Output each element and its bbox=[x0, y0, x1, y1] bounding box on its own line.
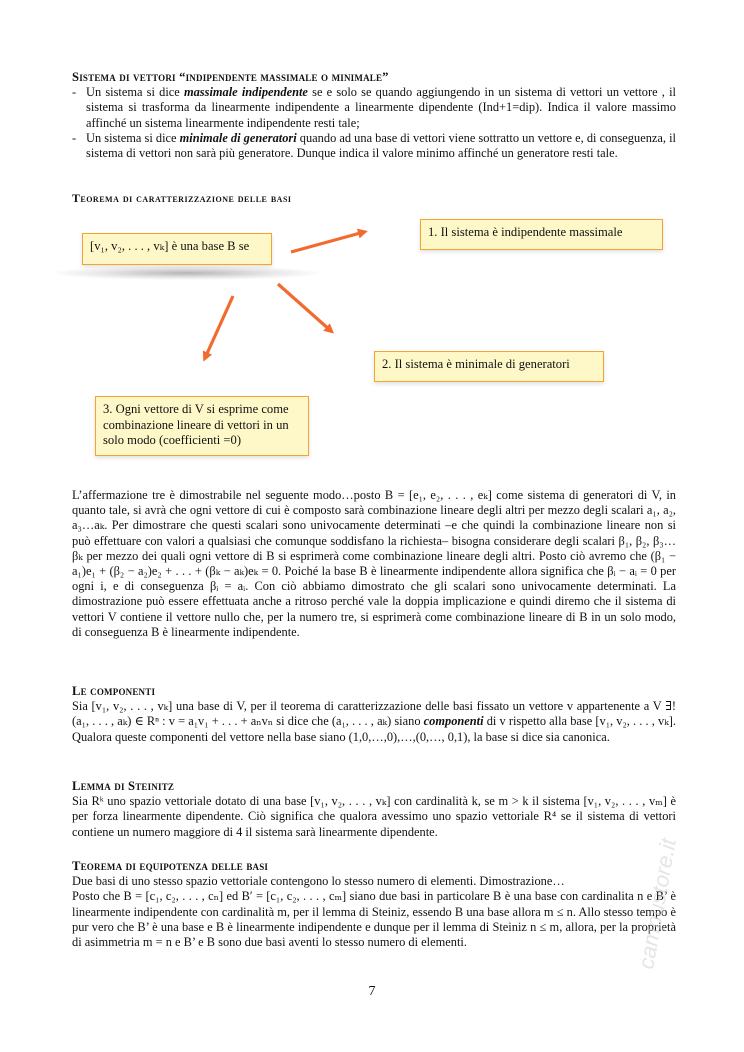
page-number: 7 bbox=[368, 984, 376, 999]
condition-box-2: 2. Il sistema è minimale di generatori bbox=[374, 351, 604, 382]
section-steinitz: Lemma di Steinitz Sia Rᵏ uno spazio vettoriale dotato di una base [v₁, v₂, . . . , vₖ] con cardinalità k, se m > k il sistema [v₁, v₂, . . . , vₘ] è per forza linearmente dipendente. Ciò significa che qualora avessimo uno spazio vettoriale R⁴ se il sistema di vettori contiene un numero maggiore di 4 il sistema sarà linearmente dipendente. bbox=[72, 779, 676, 839]
section-title: Teorema di caratterizzazione delle basi bbox=[72, 191, 292, 205]
list-item: - Un sistema si dice massimale indipendente se e solo se quando aggiungendo in un sistema di vettori un vettore , il sistema si trasforma da linearmente indipendente a linearmente dipendente (Ind+1=dip). Indica il valore massimo affinché un sistema linearmente indipendente resti tale; bbox=[72, 85, 676, 131]
section-equipotenza: Teorema di equipotenza delle basi Due basi di uno stesso spazio vettoriale contengono lo stesso numero di elementi. Dimostrazione… Posto che B = [c₁, c₂, . . . , cₙ] ed B′ = [c₁, c₂, . . . , cₘ] siano due basi in particolare B è una base con cardinalita n e B’ è linearmente indipendente con cardinalità m, per il lemma di Steiniz, essendo B una base allora m ≤ n. Allo stesso tempo è pur vero che B’ è una base e B è linearmente indipendente e dunque per il lemma di Steiniz n ≤ m, allora, per la proprietà di asimmetria m = n e B’ e B sono due basi aventi lo stesso numero di elementi. bbox=[72, 859, 676, 950]
term-minimale: minimale di generatori bbox=[179, 130, 297, 145]
section-title: Le componenti bbox=[72, 684, 156, 698]
arrow-to-box-3 bbox=[205, 296, 233, 358]
term-componenti: componenti bbox=[423, 714, 484, 729]
section-componenti: Le componenti Sia [v₁, v₂, . . . , vₖ] una base di V, per il teorema di caratterizzazione delle basi fissato un vettore v appartenente a V ∃!(a₁, . . . , aₖ) ∈ Rⁿ : v = a₁v₁ + . . . + aₙvₙ si dice che (a₁, . . . , aₖ) siano componenti di v rispetto alla base [v₁, v₂, . . . , vₖ]. Qualora queste componenti del vettore nella base siano (1,0,…,0),…,(0,…, 0,1), la base si dice sia canonica. bbox=[72, 684, 676, 744]
section-title: Teorema di equipotenza delle basi bbox=[72, 859, 269, 873]
arrow-to-box-2 bbox=[278, 284, 331, 331]
arrow-to-box-1 bbox=[291, 232, 364, 252]
condition-box-3: 3. Ogni vettore di V si esprime come combinazione lineare di vettori in un solo modo (coefficienti =0) bbox=[95, 396, 309, 456]
base-definition-box: [v₁, v₂, . . . , vₖ] è una base B se bbox=[82, 233, 272, 265]
demonstration-paragraph: L’affermazione tre è dimostrabile nel seguente modo…posto B = [e₁, e₂, . . . , eₖ] come sistema di generatori di V, in quanto tale, si avrà che ogni vettore di cui è composto sarà combinazione lineare degli altri per mezzo degli scalari a₁, a₂, a₃…aₖ. Per dimostrare che questi scalari sono univocamente determinati –e che quindi la combinazione lineare non si può effettuare con valori a qualsiasi che comunque soddisfano la richiesta– bisogna considerare degli scalari β₁, β₂, β₃…βₖ per mezzo dei quali ogni vettore di B si esprimerà come combinazione lineare degli altri. Posto ciò avremo che (β₁ − a₁)e₁ + (β₂ − a₂)e₂ + . . . + (βₖ − aₖ)eₖ = 0. Poiché la base B è linearmente indipendente allora significa che βᵢ − aᵢ = 0 per ogni i, e di conseguenza βᵢ = aᵢ. Con ciò abbiamo dimostrato che gli scalari sono univocamente determinati. La dimostrazione può essere effettuata anche a ritroso perché vale la doppia implicazione e quindi diremo che il sistema di vettori V contiene il vettore nullo che, per la numero tre, si esprimerà come combinazione lineare di B in un solo modo, di conseguenza B è linearmente indipendente. bbox=[72, 488, 676, 639]
list-item: - Un sistema si dice minimale di generatori quando ad una base di vettori viene sottratto un vettore e, di conseguenza, il sistema di vettori non sarà più generatore. Dunque indica il valore minimo affinché un generatore resti tale. bbox=[72, 131, 676, 161]
section-title: Lemma di Steinitz bbox=[72, 779, 175, 793]
condition-box-1: 1. Il sistema è indipendente massimale bbox=[420, 219, 663, 250]
watermark bbox=[598, 560, 688, 980]
section-title: Sistema di vettori “indipendente massimale o minimale” bbox=[72, 70, 389, 84]
svg-text:campustore.it: campustore.it bbox=[633, 836, 681, 971]
term-massimale: massimale indipendente bbox=[183, 85, 308, 100]
